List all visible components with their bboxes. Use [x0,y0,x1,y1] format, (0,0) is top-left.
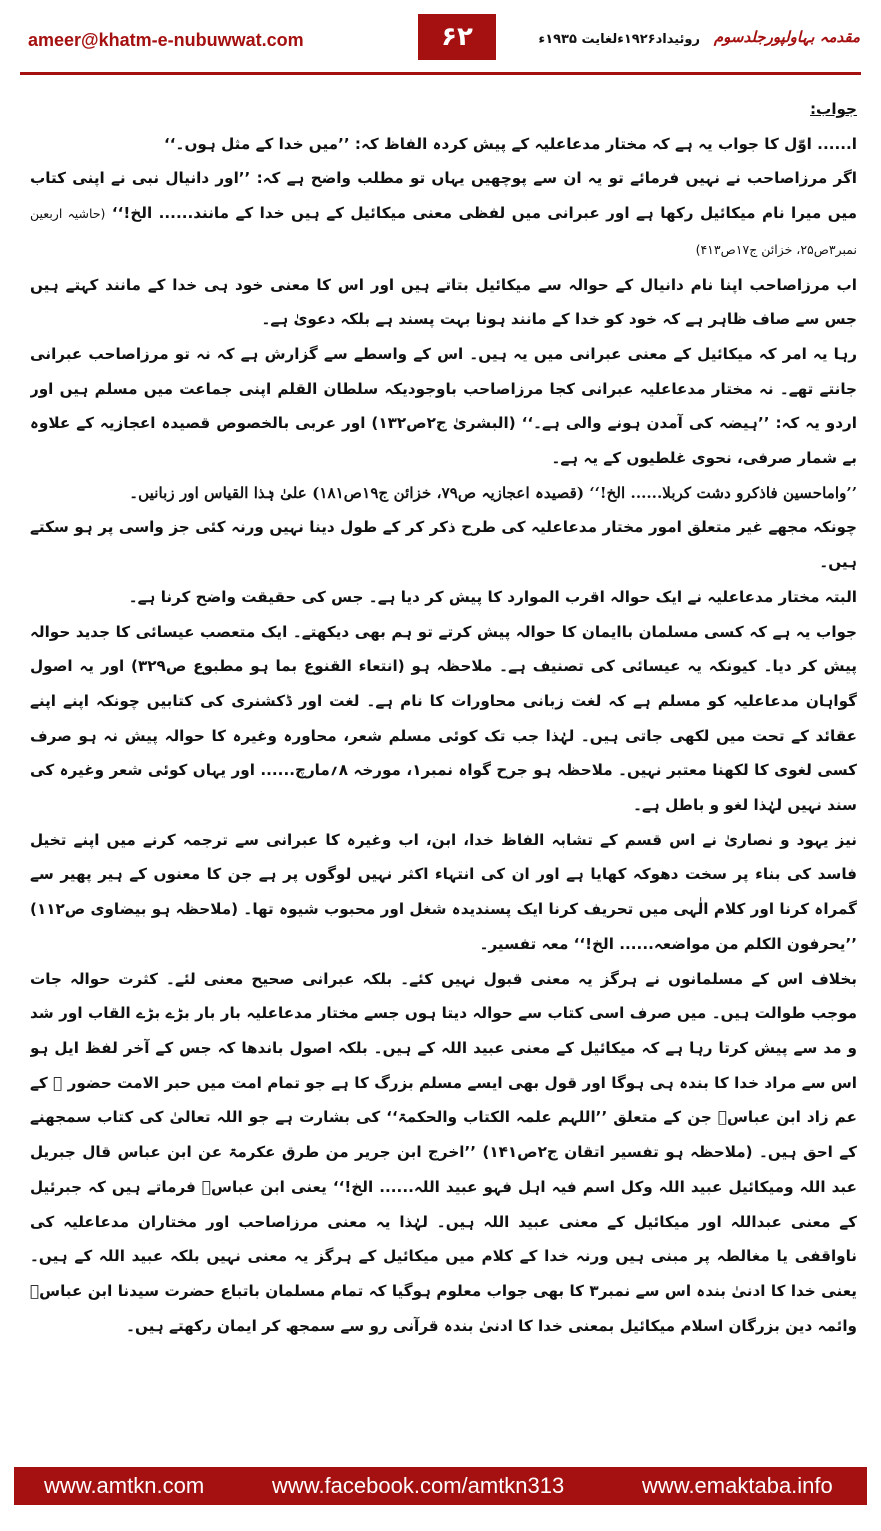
header-divider [20,72,861,75]
paragraph [30,823,857,962]
page-body [30,92,857,1444]
header-subtitle: روئیداد۱۹۲۶ءلغایت ۱۹۳۵ء [538,32,700,47]
paragraph [30,161,857,267]
paragraph [30,337,857,476]
citation: (حاشیہ اربعین نمبر۳ص۲۵، خزائن ج۱۷ص۴۱۳) [30,206,857,257]
paragraph-text: جواب یہ ہے کہ کسی مسلمان باایمان کا حوالہ پیش کرتے تو ہم بھی دیکھتے۔ ایک متعصب عیسائی کا جدید حوالہ پیش کر دیا۔ کیونکہ یہ عیسائی کی تصنیف ہے۔ ملاحظہ ہو (انتعاء القنوع بما ہو مطبوع ص۳۲۹) اور یہ اصول گواہان مدعاعلیہ کو مسلم ہے کہ لغت زبانی محاورات کا نام ہے۔ لغت اور ڈکشنری کی کتابیں چونکہ اپنے اپنے عقائد کے تحت میں لکھی جاتی ہیں۔ لہٰذا جب تک کوئی مسلم شعر، محاورہ وغیرہ کا حوالہ پیش نہ ہو صرف کسی لغوی کا لکھنا معتبر نہیں۔ ملاحظہ ہو جرح گواہ نمبر۱، مورخہ ۸؍مارچ...... اور یہاں کوئی شعر وغیرہ کی سند نہیں لہٰذا لغو و باطل ہے۔ [30,622,857,815]
paragraph-text: ’’واماحسین فاذکرو دشت کربلا...... الخ!‘‘ (قصیدہ اعجازیہ ص۷۹، خزائن ج۱۹ص۱۸۱) علیٰ ہٰذا القیاس اور زبانیں۔ [129,483,857,502]
paragraph [30,268,857,337]
paragraph-text: بخلاف اس کے مسلمانوں نے ہرگز یہ معنی قبول نہیں کئے۔ بلکہ عبرانی صحیح معنی لئے۔ کثرت حوالہ جات موجب طوالت ہیں۔ میں صرف اسی کتاب سے حوالہ دیتا ہوں جسے مختار مدعاعلیہ بار بار بڑے بڑے القاب اور شد و مد سے پیش کرتا رہا ہے کہ میکائیل کے معنی عبید اللہ کے ہیں۔ بلکہ اصول باندھا کہ جس کے آخر لفظ ایل ہو اس سے مراد خدا کا بندہ ہی ہوگا اور قول بھی ایسے مسلم بزرگ کا ہے جو تمام امت میں حبر الامت حضور ﷺ کے عم زاد ابن عباسؓ جن کے متعلق ’’اللہم علمہ الکتاب والحکمۃ‘‘ کی بشارت ہے جو اللہ تعالیٰ کی کتاب سمجھنے کے احق ہیں۔ (ملاحظہ ہو تفسیر اتقان ج۲ص۱۴۱) ’’اخرج ابن جریر من طرق عکرمۃ عن ابن عباس قال جبریل عبد اللہ ومیکائیل عبید اللہ وکل اسم فیہ اہل فہو عبید اللہ...... الخ!‘‘ یعنی ابن عباسؓ فرماتے ہیں کہ جبرئیل کے معنی عبداللہ اور میکائیل کے معنی عبید اللہ ہیں۔ لہٰذا یہ معنی مرزاصاحب اور مختاران مدعاعلیہ کی ناواقفی یا مغالطہ پر مبنی ہیں ورنہ خدا کے کلام میں میکائیل کے ہرگز یہ معنی نہیں بلکہ عبید اللہ کے ہیں۔ یعنی خدا کا ادنیٰ بندہ اس سے نمبر۳ کا بھی جواب معلوم ہوگیا کہ تمام مسلمان باتباع حضرت سیدنا ابن عباسؓ وائمہ دین بزرگان اسلام میکائیل بمعنی خدا کا ادنیٰ بندہ قرآنی رو سے سمجھ کر ایمان رکھتے ہیں۔ [30,969,857,1335]
paragraph-text: نیز یہود و نصاریٰ نے اس قسم کے تشابہ الفاظ خدا، ابن، اب وغیرہ کا عبرانی سے ترجمہ کرنے میں اپنے تخیل فاسد کی بناء پر سخت دھوکہ کھایا ہے اور ان کی انتہاء اکثر نہیں لوگوں پر ہے جن کا معنوں کے ہیر پھیر سے گمراہ کرنا اور کلام الٰہی میں تحریف کرنا ایک پسندیدہ شغل اور محبوب شیوہ تھا۔ (ملاحظہ ہو بیضاوی ص۱۱۲) ’’یحرفون الکلم من مواضعہ...... الخ!‘‘ معہ تفسیر۔ [30,830,857,953]
paragraph [30,476,857,511]
paragraph-text: البتہ مختار مدعاعلیہ نے ایک حوالہ اقرب الموارد کا پیش کر دیا ہے۔ جس کی حقیقت واضح کرنا ہے۔ [128,587,857,606]
paragraph-text: ا...... اوّل کا جواب یہ ہے کہ مختار مدعاعلیہ کے پیش کردہ الفاظ کہ: ’’میں خدا کے مثل ہوں۔‘‘ [164,134,857,153]
footer-link-amtkn[interactable]: www.amtkn.com [44,1473,205,1498]
footer-link-facebook[interactable]: www.facebook.com/amtkn313 [272,1473,565,1498]
footer-link-emaktaba[interactable]: www.emaktaba.info [642,1473,833,1498]
paragraph-text: اگر مرزاصاحب نے نہیں فرمائے تو یہ ان سے پوچھیں یہاں تو مطلب واضح ہے کہ: ’’اور دانیال نبی نے اپنی کتاب میں میرا نام میکائیل رکھا ہے اور عبرانی میں لفظی معنی میکائیل کے ہیں خدا کے مانند...... الخ!‘‘ [30,169,857,223]
paragraph [30,127,857,162]
page-header [0,0,881,80]
paragraph-text: چونکہ مجھے غیر متعلق امور مختار مدعاعلیہ کی طرح ذکر کر کے طول دینا نہیں ورنہ کئی جز واسی پر ہو سکتے ہیں۔ [30,518,857,572]
paragraph-text: اب مرزاصاحب اپنا نام دانیال کے حوالہ سے میکائیل بتاتے ہیں اور اس کا معنی خود ہی خدا کے مانند کہتے ہیں جس سے صاف ظاہر ہے کہ خود کو خدا کے مانند ہونا بہت پسند ہے بلکہ دعویٰ ہے۔ [30,275,857,329]
paragraph [30,615,857,823]
section-heading: جواب: [809,100,857,118]
book-title: مقدمہ بہاولپورجلدسوم [713,28,860,46]
paragraph [30,510,857,579]
paragraph-text: رہا یہ امر کہ میکائیل کے معنی عبرانی میں یہ ہیں۔ اس کے واسطے سے گزارش ہے کہ نہ تو مرزاصاحب عبرانی جانتے تھے۔ نہ مختار مدعاعلیہ عبرانی کجا مرزاصاحب باوجودیکہ سلطان القلم اپنی جماعت میں مسلم ہیں اور اردو یہ کہ: ’’ہیضہ کی آمدن ہونے والی ہے۔‘‘ (البشریٰ ج۲ص۱۳۲) اور عربی بالخصوص قصیدہ اعجازیہ کے علاوہ بے شمار صرفی، نحوی غلطیوں کے یہ ہے۔ [30,344,857,468]
paragraph [30,580,857,615]
page-number-badge: ۶۲ [418,14,496,60]
paragraph [30,962,857,1344]
header-email[interactable]: ameer@khatm-e-nubuwwat.com [28,30,304,50]
page-footer [14,1467,867,1505]
